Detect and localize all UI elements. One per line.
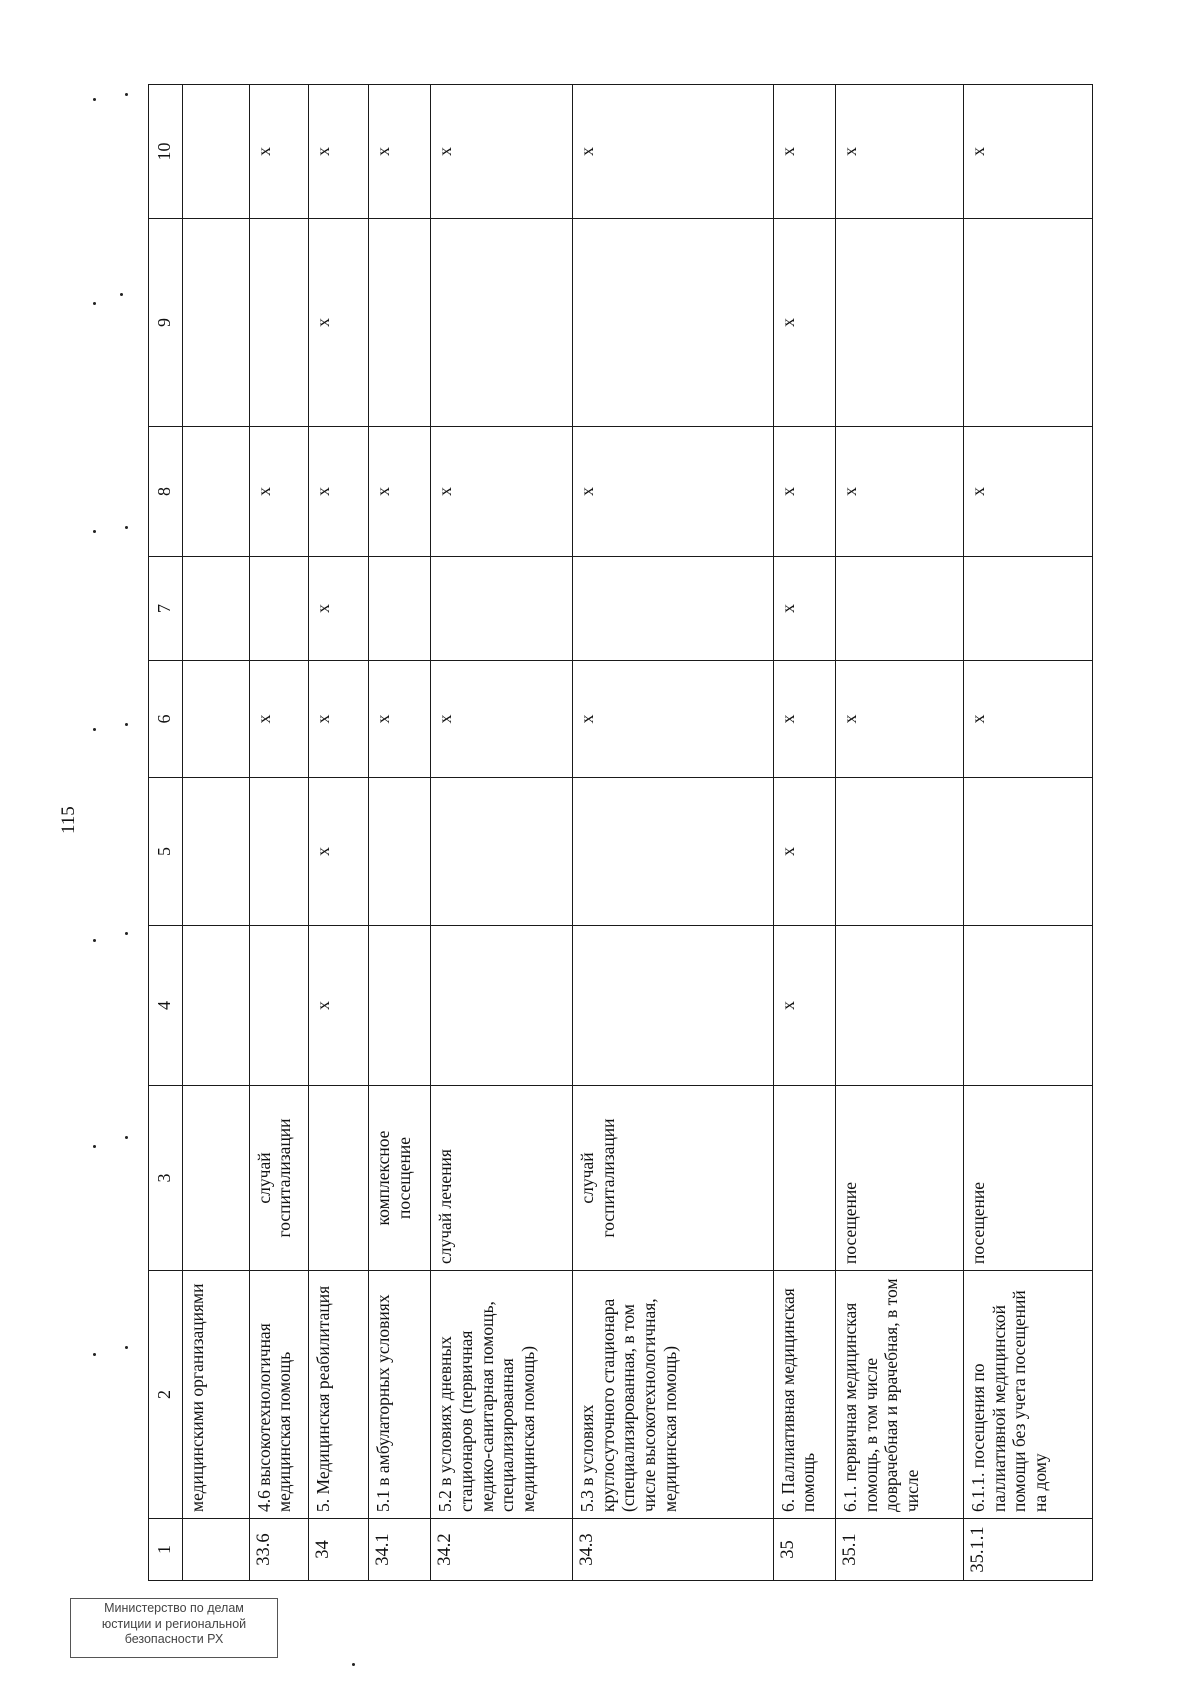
col-header: 6 [149, 661, 183, 778]
mark-cell: х [249, 427, 308, 557]
scan-dot [93, 728, 96, 731]
ministry-stamp [70, 1598, 278, 1658]
scan-dot [125, 1346, 128, 1349]
mark-cell: х [836, 85, 964, 219]
mark-cell: х [308, 85, 368, 219]
col-header: 4 [149, 926, 183, 1086]
services-table [148, 84, 1093, 1581]
row-unit [308, 1086, 368, 1271]
mark-cell [183, 85, 250, 219]
scan-dot [93, 530, 96, 533]
scan-dot [352, 1663, 355, 1666]
mark-cell: х [308, 557, 368, 661]
mark-cell [964, 219, 1093, 427]
mark-cell: х [308, 427, 368, 557]
row-unit: посещение [964, 1086, 1093, 1271]
row-name: 6.1.1. посещения по паллиативной медицинской помощи без учета посещений на дому [964, 1271, 1093, 1519]
row-unit: случай госпитализации [573, 1086, 774, 1271]
stamp-line: юстиции и региональной [101, 1616, 247, 1631]
mark-cell [573, 926, 774, 1086]
mark-cell: х [369, 661, 431, 778]
row-number [183, 1519, 250, 1581]
mark-cell [431, 557, 573, 661]
row-unit: случай госпитализации [249, 1086, 308, 1271]
mark-cell [183, 557, 250, 661]
mark-cell: х [249, 661, 308, 778]
mark-cell: х [773, 557, 835, 661]
mark-cell [369, 778, 431, 926]
mark-cell [183, 926, 250, 1086]
mark-cell: х [431, 661, 573, 778]
col-header: 5 [149, 778, 183, 926]
mark-cell [573, 778, 774, 926]
mark-cell [249, 778, 308, 926]
row-name: 5. Медицинская реабилитация [308, 1271, 368, 1519]
row-name: 4.6 высокотехнологичная медицинская помощь [249, 1271, 308, 1519]
row-unit [773, 1086, 835, 1271]
row-number: 35.1 [836, 1519, 964, 1581]
mark-cell [183, 661, 250, 778]
row-name: 5.2 в условиях дневных стационаров (первичная медико-санитарная помощь, специализированная медицинская помощь) [431, 1271, 573, 1519]
table-row [964, 85, 1093, 1581]
table-row [369, 85, 431, 1581]
mark-cell [964, 778, 1093, 926]
scan-dot [93, 1145, 96, 1148]
stamp-line: безопасности РХ [124, 1632, 224, 1647]
mark-cell: х [308, 926, 368, 1086]
mark-cell: х [573, 85, 774, 219]
scan-dot [125, 1136, 128, 1139]
row-unit: случай лечения [431, 1086, 573, 1271]
mark-cell: х [369, 427, 431, 557]
mark-cell: х [964, 661, 1093, 778]
mark-cell: х [369, 85, 431, 219]
mark-cell [183, 427, 250, 557]
mark-cell [431, 219, 573, 427]
scan-dot [125, 723, 128, 726]
mark-cell [964, 926, 1093, 1086]
mark-cell [573, 219, 774, 427]
row-unit [183, 1086, 250, 1271]
row-number: 35 [773, 1519, 835, 1581]
row-number: 34.1 [369, 1519, 431, 1581]
col-header: 1 [149, 1519, 183, 1581]
mark-cell: х [964, 427, 1093, 557]
row-name: медицинскими организациями [183, 1271, 250, 1519]
table-row [308, 85, 368, 1581]
col-header: 2 [149, 1271, 183, 1519]
mark-cell: х [308, 219, 368, 427]
mark-cell: х [249, 85, 308, 219]
row-number: 34 [308, 1519, 368, 1581]
row-name: 5.1 в амбулаторных условиях [369, 1271, 431, 1519]
mark-cell [369, 557, 431, 661]
mark-cell: х [773, 926, 835, 1086]
scan-dot [93, 302, 96, 305]
mark-cell: х [836, 427, 964, 557]
scan-dot [93, 1353, 96, 1356]
mark-cell: х [773, 219, 835, 427]
scan-dot [120, 293, 123, 296]
row-unit: посещение [836, 1086, 964, 1271]
scan-dot [125, 932, 128, 935]
col-header: 10 [149, 85, 183, 219]
col-header: 8 [149, 427, 183, 557]
mark-cell: х [573, 661, 774, 778]
row-name: 6. Паллиативная медицинская помощь [773, 1271, 835, 1519]
row-number: 33.6 [249, 1519, 308, 1581]
col-header: 3 [149, 1086, 183, 1271]
table-row [249, 85, 308, 1581]
mark-cell [249, 557, 308, 661]
col-header: 7 [149, 557, 183, 661]
mark-cell [369, 926, 431, 1086]
stamp-line: Министерство по делам [104, 1601, 244, 1615]
mark-cell: х [773, 661, 835, 778]
page-number: 115 [58, 806, 79, 834]
table-row [836, 85, 964, 1581]
mark-cell [183, 778, 250, 926]
mark-cell: х [431, 85, 573, 219]
table-row [773, 85, 835, 1581]
mark-cell: х [773, 778, 835, 926]
mark-cell: х [773, 427, 835, 557]
mark-cell [836, 778, 964, 926]
row-number: 34.3 [573, 1519, 774, 1581]
table-container [148, 85, 1093, 1581]
col-header: 9 [149, 219, 183, 427]
mark-cell [249, 219, 308, 427]
table-row [183, 85, 250, 1581]
mark-cell [369, 219, 431, 427]
mark-cell: х [431, 427, 573, 557]
row-number: 35.1.1 [964, 1519, 1093, 1581]
scan-dot [125, 93, 128, 96]
mark-cell [836, 926, 964, 1086]
mark-cell [573, 557, 774, 661]
mark-cell: х [573, 427, 774, 557]
row-name: 5.3 в условиях круглосуточного стационара (специализированная, в том числе высокотехнологичная, медицинская помощь) [573, 1271, 774, 1519]
row-unit: комплексное посещение [369, 1086, 431, 1271]
mark-cell [836, 557, 964, 661]
mark-cell [431, 778, 573, 926]
table-row [573, 85, 774, 1581]
mark-cell: х [964, 85, 1093, 219]
table-row [431, 85, 573, 1581]
row-name: 6.1. первичная медицинская помощь, в том числе доврачебная и врачебная, в том числе [836, 1271, 964, 1519]
mark-cell [964, 557, 1093, 661]
mark-cell: х [308, 661, 368, 778]
scan-dot [93, 939, 96, 942]
mark-cell [836, 219, 964, 427]
mark-cell: х [308, 778, 368, 926]
scan-dot [93, 98, 96, 101]
mark-cell: х [836, 661, 964, 778]
mark-cell: х [773, 85, 835, 219]
row-number: 34.2 [431, 1519, 573, 1581]
mark-cell [183, 219, 250, 427]
mark-cell [431, 926, 573, 1086]
scan-dot [125, 526, 128, 529]
table-header-row [149, 85, 183, 1581]
mark-cell [249, 926, 308, 1086]
